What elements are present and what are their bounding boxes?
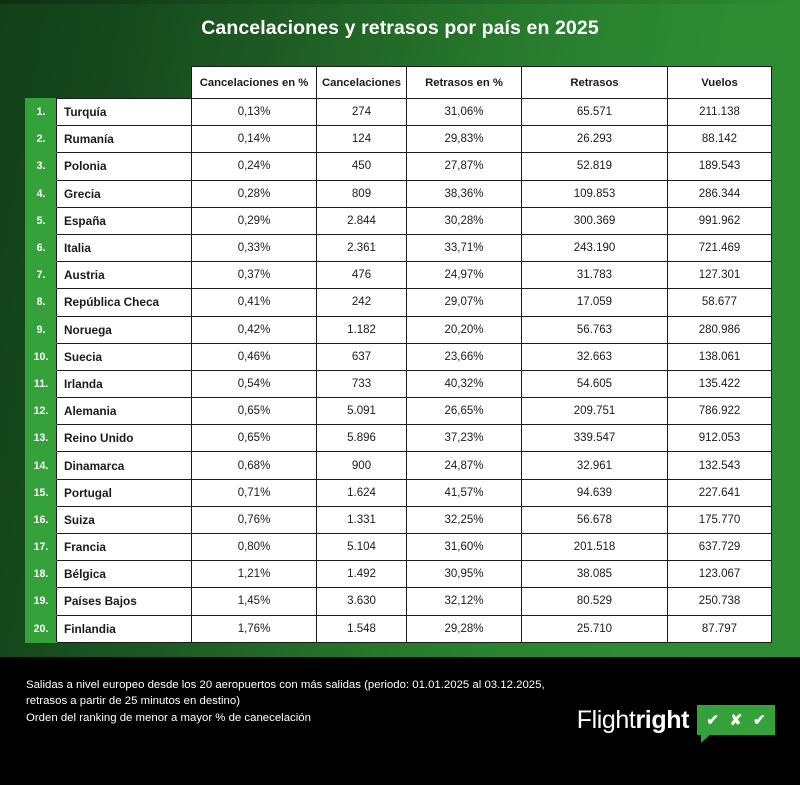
panel-top-edge — [0, 0, 800, 4]
table-row — [26, 207, 772, 234]
row-flights: 123.067 — [668, 561, 772, 588]
row-cancellations: 1.548 — [317, 615, 407, 642]
row-cancellations: 242 — [317, 289, 407, 316]
ranking-table-container — [25, 66, 771, 643]
row-country: Bélgica — [57, 561, 192, 588]
row-delay-pct: 29,28% — [407, 615, 522, 642]
row-delay-pct: 30,28% — [407, 207, 522, 234]
table-row — [26, 561, 772, 588]
logo-word-light: Flight — [576, 705, 636, 734]
row-cancellations: 900 — [317, 452, 407, 479]
row-cancellations: 1.331 — [317, 506, 407, 533]
header-spacer-country — [57, 67, 192, 99]
speech-bubble-icon — [697, 705, 775, 735]
table-row — [26, 316, 772, 343]
row-delay-pct: 23,66% — [407, 343, 522, 370]
row-cancellations: 450 — [317, 153, 407, 180]
row-cancellations: 476 — [317, 262, 407, 289]
row-delay-pct: 32,25% — [407, 506, 522, 533]
row-delays: 56.678 — [522, 506, 668, 533]
row-cancel-pct: 0,33% — [192, 234, 317, 261]
row-delays: 31.783 — [522, 262, 668, 289]
row-cancellations: 1.492 — [317, 561, 407, 588]
row-country: Noruega — [57, 316, 192, 343]
page-title: Cancelaciones y retrasos por país en 2025 — [201, 17, 599, 39]
row-flights: 227.641 — [668, 479, 772, 506]
row-delays: 25.710 — [522, 615, 668, 642]
column-header-delays: Retrasos — [522, 67, 668, 99]
row-flights: 280.986 — [668, 316, 772, 343]
row-rank: 17. — [26, 534, 57, 561]
table-row — [26, 262, 772, 289]
row-cancellations: 1.624 — [317, 479, 407, 506]
row-flights: 88.142 — [668, 126, 772, 153]
row-delays: 32.663 — [522, 343, 668, 370]
row-flights: 786.922 — [668, 398, 772, 425]
row-delay-pct: 41,57% — [407, 479, 522, 506]
row-delay-pct: 40,32% — [407, 370, 522, 397]
row-cancel-pct: 0,71% — [192, 479, 317, 506]
row-cancellations: 3.630 — [317, 588, 407, 615]
row-flights: 127.301 — [668, 262, 772, 289]
table-row — [26, 180, 772, 207]
logo-wordmark — [577, 706, 689, 735]
row-rank: 16. — [26, 506, 57, 533]
table-row — [26, 534, 772, 561]
footnote-line-1: Salidas a nivel europeo desde los 20 aeropuertos con más salidas (periodo: 01.01.2025 al 03.12.2025, — [26, 679, 545, 691]
row-delay-pct: 26,65% — [407, 398, 522, 425]
row-rank: 12. — [26, 398, 57, 425]
table-header — [26, 67, 772, 99]
row-delays: 243.190 — [522, 234, 668, 261]
row-flights: 132.543 — [668, 452, 772, 479]
table-row — [26, 289, 772, 316]
row-rank: 15. — [26, 479, 57, 506]
row-delays: 26.293 — [522, 126, 668, 153]
row-delays: 38.085 — [522, 561, 668, 588]
row-rank: 1. — [26, 99, 57, 126]
row-country: Dinamarca — [57, 452, 192, 479]
row-cancellations: 5.104 — [317, 534, 407, 561]
row-delay-pct: 30,95% — [407, 561, 522, 588]
row-delays: 300.369 — [522, 207, 668, 234]
row-delays: 94.639 — [522, 479, 668, 506]
row-cancellations: 733 — [317, 370, 407, 397]
row-country: Alemania — [57, 398, 192, 425]
row-delay-pct: 33,71% — [407, 234, 522, 261]
footnote-line-3: Orden del ranking de menor a mayor % de canecelación — [26, 711, 311, 724]
row-delays: 54.605 — [522, 370, 668, 397]
row-rank: 13. — [26, 425, 57, 452]
row-delay-pct: 24,97% — [407, 262, 522, 289]
table-row — [26, 343, 772, 370]
row-rank: 5. — [26, 207, 57, 234]
row-country: España — [57, 207, 192, 234]
row-cancel-pct: 0,29% — [192, 207, 317, 234]
table-row — [26, 370, 772, 397]
row-delays: 65.571 — [522, 99, 668, 126]
row-cancel-pct: 1,45% — [192, 588, 317, 615]
row-cancel-pct: 0,68% — [192, 452, 317, 479]
row-country: Irlanda — [57, 370, 192, 397]
row-country: República Checa — [57, 289, 192, 316]
row-cancellations: 274 — [317, 99, 407, 126]
row-flights: 138.061 — [668, 343, 772, 370]
footnote — [26, 677, 666, 726]
row-delays: 32.961 — [522, 452, 668, 479]
row-flights: 991.962 — [668, 207, 772, 234]
row-rank: 19. — [26, 588, 57, 615]
row-rank: 20. — [26, 615, 57, 642]
row-cancel-pct: 0,65% — [192, 425, 317, 452]
row-cancellations: 124 — [317, 126, 407, 153]
row-rank: 9. — [26, 316, 57, 343]
row-cancel-pct: 0,65% — [192, 398, 317, 425]
row-delay-pct: 37,23% — [407, 425, 522, 452]
row-delay-pct: 31,60% — [407, 534, 522, 561]
row-country: Reino Unido — [57, 425, 192, 452]
row-cancel-pct: 0,46% — [192, 343, 317, 370]
row-country: Polonia — [57, 153, 192, 180]
row-cancellations: 2.844 — [317, 207, 407, 234]
row-delays: 339.547 — [522, 425, 668, 452]
row-rank: 18. — [26, 561, 57, 588]
row-cancel-pct: 1,21% — [192, 561, 317, 588]
row-cancellations: 2.361 — [317, 234, 407, 261]
row-country: Rumanía — [57, 126, 192, 153]
header-spacer-rank — [26, 67, 57, 99]
row-rank: 3. — [26, 153, 57, 180]
row-delay-pct: 29,07% — [407, 289, 522, 316]
row-country: Suecia — [57, 343, 192, 370]
row-cancellations: 5.091 — [317, 398, 407, 425]
row-delays: 80.529 — [522, 588, 668, 615]
table-row — [26, 506, 772, 533]
row-cancellations: 637 — [317, 343, 407, 370]
row-flights: 721.469 — [668, 234, 772, 261]
row-cancellations: 1.182 — [317, 316, 407, 343]
row-delay-pct: 31,06% — [407, 99, 522, 126]
row-cancel-pct: 0,28% — [192, 180, 317, 207]
row-delays: 109.853 — [522, 180, 668, 207]
row-cancel-pct: 0,54% — [192, 370, 317, 397]
row-country: Italia — [57, 234, 192, 261]
row-delay-pct: 27,87% — [407, 153, 522, 180]
row-flights: 211.138 — [668, 99, 772, 126]
column-header-cancel-pct: Cancelaciones en % — [192, 67, 317, 99]
row-rank: 4. — [26, 180, 57, 207]
row-cancel-pct: 0,41% — [192, 289, 317, 316]
row-country: Países Bajos — [57, 588, 192, 615]
column-header-delay-pct: Retrasos en % — [407, 67, 522, 99]
row-delays: 52.819 — [522, 153, 668, 180]
table-row — [26, 425, 772, 452]
row-delay-pct: 24,87% — [407, 452, 522, 479]
row-delays: 56.763 — [522, 316, 668, 343]
column-header-flights: Vuelos — [668, 67, 772, 99]
row-flights: 912.053 — [668, 425, 772, 452]
row-rank: 2. — [26, 126, 57, 153]
row-rank: 6. — [26, 234, 57, 261]
row-cancel-pct: 0,37% — [192, 262, 317, 289]
row-country: Austria — [57, 262, 192, 289]
row-cancel-pct: 0,80% — [192, 534, 317, 561]
footer — [0, 657, 800, 785]
logo-word-bold: right — [635, 705, 689, 734]
row-cancel-pct: 0,42% — [192, 316, 317, 343]
row-delays: 209.751 — [522, 398, 668, 425]
check-icon-1: ✔ — [706, 711, 719, 729]
row-flights: 250.738 — [668, 588, 772, 615]
row-delays: 17.059 — [522, 289, 668, 316]
row-rank: 11. — [26, 370, 57, 397]
table-row — [26, 588, 772, 615]
table-row — [26, 99, 772, 126]
row-delays: 201.518 — [522, 534, 668, 561]
row-cancel-pct: 0,24% — [192, 153, 317, 180]
row-cancel-pct: 0,14% — [192, 126, 317, 153]
row-cancel-pct: 0,76% — [192, 506, 317, 533]
table-row — [26, 153, 772, 180]
table-row — [26, 398, 772, 425]
cross-icon: ✘ — [729, 711, 743, 729]
row-flights: 175.770 — [668, 506, 772, 533]
table-row — [26, 452, 772, 479]
row-delay-pct: 32,12% — [407, 588, 522, 615]
row-flights: 58.677 — [668, 289, 772, 316]
row-delay-pct: 20,20% — [407, 316, 522, 343]
row-country: Francia — [57, 534, 192, 561]
row-rank: 14. — [26, 452, 57, 479]
row-cancellations: 5.896 — [317, 425, 407, 452]
row-flights: 637.729 — [668, 534, 772, 561]
row-flights: 286.344 — [668, 180, 772, 207]
row-cancellations: 809 — [317, 180, 407, 207]
row-delay-pct: 29,83% — [407, 126, 522, 153]
row-flights: 189.543 — [668, 153, 772, 180]
table-row — [26, 234, 772, 261]
check-icon-2: ✔ — [753, 711, 766, 729]
table-body — [26, 99, 772, 643]
row-country: Portugal — [57, 479, 192, 506]
column-header-cancellations: Cancelaciones — [317, 67, 407, 99]
footnote-line-2: retrasos a partir de 25 minutos en destino) — [26, 695, 241, 708]
row-country: Turquía — [57, 99, 192, 126]
ranking-table — [25, 66, 772, 643]
row-cancel-pct: 1,76% — [192, 615, 317, 642]
row-country: Suiza — [57, 506, 192, 533]
row-cancel-pct: 0,13% — [192, 99, 317, 126]
table-header-row — [26, 67, 772, 99]
row-flights: 87.797 — [668, 615, 772, 642]
row-flights: 135.422 — [668, 370, 772, 397]
table-row — [26, 479, 772, 506]
row-rank: 10. — [26, 343, 57, 370]
row-country: Finlandia — [57, 615, 192, 642]
row-country: Grecia — [57, 180, 192, 207]
flightright-logo[interactable] — [577, 705, 775, 735]
row-rank: 8. — [26, 289, 57, 316]
table-row — [26, 126, 772, 153]
table-row — [26, 615, 772, 642]
row-rank: 7. — [26, 262, 57, 289]
row-delay-pct: 38,36% — [407, 180, 522, 207]
